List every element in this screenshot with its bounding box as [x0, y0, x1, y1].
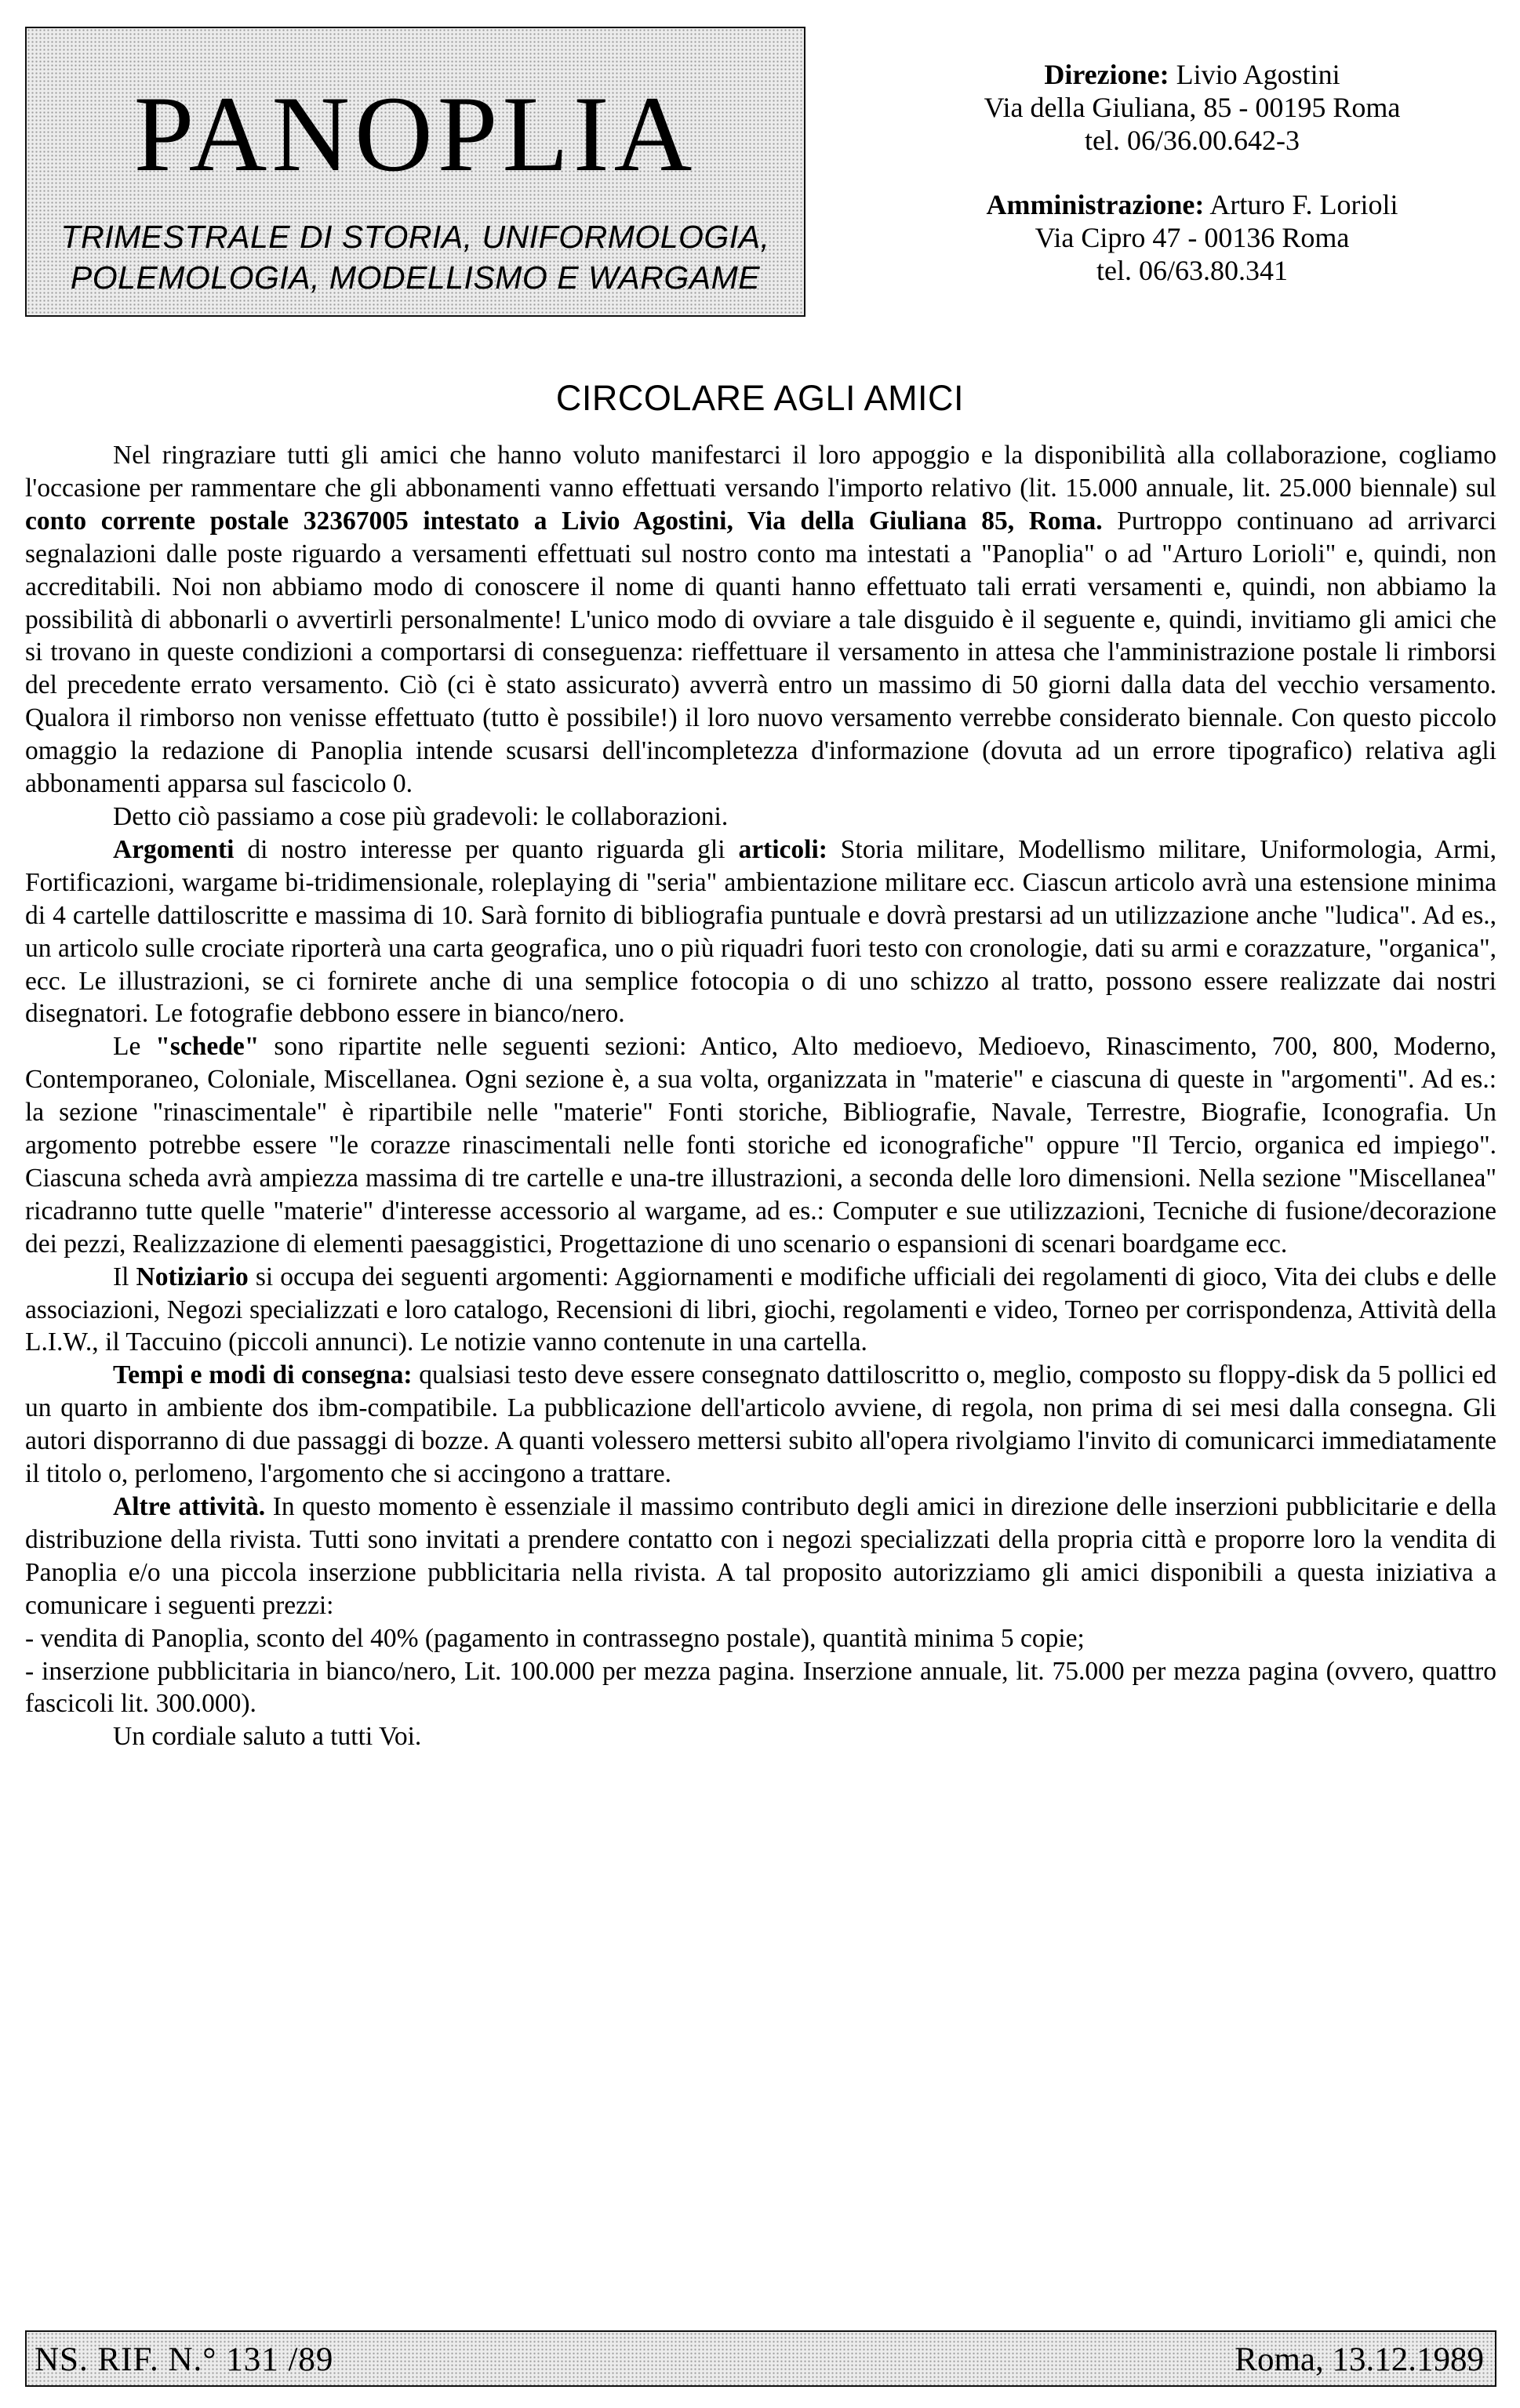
- footer-box: [25, 2330, 1496, 2387]
- amministrazione-block: [910, 188, 1475, 287]
- direzione-label: Direzione:: [1044, 59, 1169, 90]
- paragraph-intro-collaborations: Detto ciò passiamo a cose più gradevoli: le collaborazioni.: [113, 801, 729, 831]
- paragraph-altre-attivita: [25, 1491, 1496, 1622]
- p4-bold-schede: "schede": [155, 1032, 260, 1062]
- p7-bold-altre: Altre attività.: [113, 1492, 266, 1521]
- p1-text-a: Nel ringraziare tutti gli amici che hanno voluto manifestarci il loro appoggio e la disponibilità alla collaborazione, cogliamo l'occasione per rammentare che gli abbonamenti vanno effettuati versando l'importo relativo (lit. 15.000 annuale, lit. 25.000 biennale) sul: [25, 441, 1496, 503]
- direzione-block: [910, 58, 1475, 157]
- footer-date: Roma, 13.12.1989: [1235, 2341, 1484, 2378]
- contact-block: [910, 58, 1475, 318]
- p3-text-2: Storia militare, Modellismo militare, Uniformologia, Armi, Fortificazioni, wargame bi-tridimensionale, roleplaying di "seria" ambientazione militare ecc. Ciascun articolo avrà una estensione minima di 4 cartelle dattiloscritte e massima di 10. Sarà fornito di bibliografia puntuale e dovrà prestarsi ad un utilizzazione anche "ludica". Ad es., un articolo sulle crociate riporterà una carta geografica, uno o più riquadri fuori testo con cronologie, dati su armi e corazzature, "organica", ecc. Le illustrazioni, se ci fornirete anche di una semplice fotocopia o di uno schizzo al tratto, possono essere realizzate dai nostri disegnatori. Le fotografie debbono essere in bianco/nero.: [25, 834, 1496, 1029]
- masthead-box: [25, 27, 805, 317]
- masthead-subtitle: [27, 216, 804, 298]
- p3-bold-articoli: articoli:: [738, 834, 827, 864]
- amministrazione-label: Amministrazione:: [986, 189, 1205, 220]
- p1-bank-account: conto corrente postale 32367005 intestato a Livio Agostini, Via della Giuliana 85, Roma.: [25, 506, 1103, 536]
- amministrazione-name: Arturo F. Lorioli: [1209, 189, 1398, 220]
- paragraph-articles: [25, 834, 1496, 1030]
- closing-line: Un cordiale saluto a tutti Voi.: [113, 1722, 422, 1752]
- paragraph-consegna: [25, 1359, 1496, 1491]
- paragraph-subscriptions: [25, 439, 1496, 801]
- reference-number: NS. RIF. N.° 131 /89: [35, 2341, 334, 2378]
- p5-text-1: Il: [113, 1262, 136, 1291]
- document-title: CIRCOLARE AGLI AMICI: [555, 378, 965, 418]
- paragraph-schede: [25, 1030, 1496, 1260]
- price-list-item-sale: - vendita di Panoplia, sconto del 40% (pagamento in contrassegno postale), quantità minima 5 copie;: [25, 1623, 1085, 1653]
- price-list-item-ads: - inserzione pubblicitaria in bianco/nero, Lit. 100.000 per mezza pagina. Inserzione annuale, lit. 75.000 per mezza pagina (ovvero, quattro fascicoli lit. 300.000).: [25, 1656, 1496, 1719]
- direzione-address: Via della Giuliana, 85 - 00195 Roma: [984, 92, 1401, 123]
- masthead-subtitle-line-1: TRIMESTRALE DI STORIA, UNIFORMOLOGIA,: [60, 219, 770, 255]
- p6-bold-tempi: Tempi e modi di consegna:: [113, 1360, 413, 1390]
- amministrazione-address: Via Cipro 47 - 00136 Roma: [1035, 222, 1350, 253]
- p3-bold-argomenti: Argomenti: [113, 834, 235, 864]
- p7-text-1: In questo momento è essenziale il massimo contributo degli amici in direzione delle inserzioni pubblicitarie e della distribuzione della rivista. Tutti sono invitati a prendere contatto con i negozi specializzati della propria città e proporre loro la vendita di Panoplia e/o una piccola inserzione pubblicitaria nella rivista. A tal proposito autorizziamo gli amici disponibili a questa iniziativa a comunicare i seguenti prezzi:: [25, 1492, 1496, 1620]
- paragraph-notiziario: [25, 1261, 1496, 1360]
- direzione-line: [910, 58, 1475, 91]
- direzione-tel: tel. 06/36.00.642-3: [1085, 125, 1300, 156]
- p3-text-1: di nostro interesse per quanto riguarda gli: [234, 834, 739, 864]
- direzione-name: Livio Agostini: [1176, 59, 1340, 90]
- letter-body: [25, 439, 1496, 1753]
- p5-text-2: si occupa dei seguenti argomenti: Aggiornamenti e modifiche ufficiali dei regolamenti di gioco, Vita dei clubs e delle associazioni, Negozi specializzati e loro catalogo, Recensioni di libri, giochi, regolamenti e video, Torneo per corrispondenza, Attività della L.I.W., il Taccuino (piccoli annunci). Le notizie vanno contenute in una cartella.: [25, 1262, 1496, 1357]
- amministrazione-tel: tel. 06/63.80.341: [1096, 255, 1288, 286]
- p6-text-1: qualsiasi testo deve essere consegnato dattiloscritto o, meglio, composto su floppy-disk da 5 pollici ed un quarto in ambiente dos ibm-compatibile. La pubblicazione dell'articolo avviene, di regola, non prima di sei mesi dalla consegna. Gli autori disporranno di due passaggi di bozze. A quanti volessero mettersi subito all'opera rivolgiamo l'invito di comunicarci immediatamente il titolo o, perlomeno, l'argomento che si accingono a trattare.: [25, 1360, 1496, 1489]
- masthead-subtitle-line-2: POLEMOLOGIA, MODELLISMO E WARGAME: [70, 260, 761, 296]
- p4-text-1: Le: [113, 1032, 156, 1062]
- amministrazione-line: [910, 188, 1475, 221]
- p4-text-2: sono ripartite nelle seguenti sezioni: Antico, Alto medioevo, Medioevo, Rinascimento, 700, 800, Moderno, Contemporaneo, Coloniale, Miscellanea. Ogni sezione è, a sua volta, organizzata in "materie" e ciascuna di queste in "argomenti". Ad es.: la sezione "rinascimentale" è ripartibile nelle "materie" Fonti storiche, Bibliografie, Navale, Terrestre, Biografie, Iconografia. Un argomento potrebbe essere "le corazze rinascimentali nelle fonti storiche ed iconografiche" oppure "Il Tercio, organica ed impiego". Ciascuna scheda avrà ampiezza massima di tre cartelle e una-tre illustrazioni, a seconda delle loro dimensioni. Nella sezione "Miscellanea" ricadranno tutte quelle "materie" d'interesse accessorio al wargame, ad es.: Computer e sue utilizzazioni, Tecniche di fusione/decorazione dei pezzi, Realizzazione di elementi paesaggistici, Progettazione di uno scenario o espansioni di scenari boardgame ecc.: [25, 1032, 1496, 1258]
- p1-text-c: Purtroppo continuano ad arrivarci segnalazioni dalle poste riguardo a versamenti effettuati sul nostro conto ma intestati a "Panoplia" o ad "Arturo Lorioli" e, quindi, non accreditabili. Noi non abbiamo modo di conoscere il nome di quanti hanno effettuato tali errati versamenti e, quindi, non abbiamo la possibilità di abbonarli o avvertirli personalmente! L'unico modo di ovviare a tale disguido è il seguente e, quindi, invitiamo gli amici che si trovano in queste condizioni a comportarsi di conseguenza: rieffettuare il versamento in attesa che l'amministrazione postale li rimborsi del precedente errato versamento. Ciò (ci è stato assicurato) avverrà entro un massimo di 50 giorni dalla data del vecchio versamento. Qualora il rimborso non venisse effettuato (tutto è possibile!) il loro nuovo versamento verrebbe considerato biennale. Con questo piccolo omaggio la redazione di Panoplia intende scusarsi dell'incompletezza d'informazione (dovuta ad un errore tipografico) relativa agli abbonamenti apparsa sul fascicolo 0.: [25, 506, 1496, 799]
- p5-bold-notiziario: Notiziario: [136, 1262, 249, 1291]
- masthead-title: PANOPLIA: [133, 74, 697, 194]
